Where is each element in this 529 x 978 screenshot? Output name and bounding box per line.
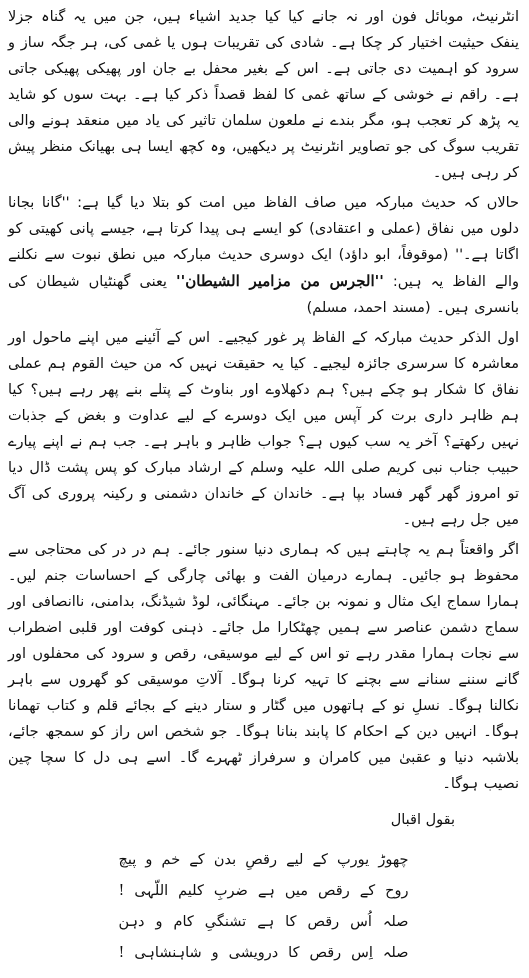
paragraph-4: اگر واقعتاً ہم یہ چاہتے ہیں کہ ہماری دنیا سنور جائے۔ ہم در در کی محتاجی سے محفوظ ہو جائیں۔ ہمارے درمیان الفت و بھائی چارگی کے احساسات جنم لیں۔ ہمارا سماج ایک مثال و نمونہ بن جائے۔ مہنگائی، لوڈ شیڈنگ، بدامنی، ناانصافی اور سماج دشمن عناصر سے ہمیں چھٹکارا مل جائے۔ ذہنی کوفت اور قلبی اضطراب سے نجات ہمارا مقدر رہے تو اس کے لیے موسیقی، رقص و سرود کی محفلوں اور گانے سننے سنانے سے بچنے کا تہیہ کرنا ہوگا۔ آلاتِ موسیقی کو گھروں سے باہر نکالنا ہوگا۔ نسلِ نو کے ہاتھوں میں گٹار و ستار دینے کے بجائے قلم و کتاب تھمانا ہوگا۔ انہیں دین کے احکام کا پابند بنانا ہوگا۔ جو شخص اس راز کو سمجھ جائے، بلاشبہ دنیا و عقبیٰ میں کامران و سرفراز ٹھہرے گا۔ اسے ہی دل کا سچا چین نصیب ہوگا۔ [8, 542, 519, 792]
poem-verse-4: صلہ اِس رقص کا درویشی و شاہنشاہی ! [118, 945, 409, 961]
paragraph-3: اول الذکر حدیث مبارکہ کے الفاظ پر غور کیجیے۔ اس کے آئینے میں اپنے ماحول اور معاشرہ کا سرسری جائزہ لیجیے۔ کیا یہ حقیقت نہیں کہ من حیث القوم ہم عملی نفاق کا شکار ہو چکے ہیں؟ ہم دکھلاوے اور بناوٹ کے پتلے بنے پھر رہے ہیں؟ کیا ہم ظاہر داری برت کر آپس میں ایک دوسرے کے لیے عداوت و بغض کے جذبات نہیں رکھتے؟ آخر یہ سب کیوں ہے؟ جواب ظاہر و باہر ہے۔ جب ہم نے اپنے پیارے حبیب جناب نبی کریم صلی اللہ علیہ وسلم کے ارشاد مبارک کو پس پشت ڈال دیا تو امروز گھر گھر فساد بپا ہے۔ خاندان کے خاندان دشمنی و رکینہ پروری کی آگ میں جل رہے ہیں۔ [8, 330, 519, 528]
paragraph-2-after: یعنی گھنٹیاں شیطان کی بانسری ہیں۔ (مسند احمد، مسلم) [8, 274, 519, 316]
poem [119, 845, 409, 969]
paragraph-1: انٹرنیٹ، موبائل فون اور نہ جانے کیا کیا جدید اشیاء ہیں، جن میں یہ گناہ جزلا ینفک حیثیت اختیار کر چکا ہے۔ شادی کی تقریبات ہوں یا غمی کی، ہر جگہ ساز و سرود کو اہمیت دی جاتی ہے۔ اس کے بغیر محفل بے جان اور پھیکی پھیکی جاتی ہے۔ راقم نے خوشی کے ساتھ غمی کا لفظ قصداً ذکر کیا ہے۔ بہت سوں کو شاید یہ پڑھ کر تعجب ہو، مگر بندے نے ملعون سلمان تاثیر کی یاد میں منعقد ہونے والی تقریب سوگ کی جو تصاویر انٹرنیٹ پر دیکھیں، وہ کچھ ایسا ہی بھیانک منظر پیش کر رہی ہیں۔ [8, 9, 519, 181]
attribution: بقول اقبال [390, 812, 455, 828]
paragraph-2 [8, 190, 519, 321]
poem-verse-3: صلہ اُس رقص کا ہے تشنگیِ کام و دہن [118, 914, 409, 930]
poem-verse-1: چھوڑ یورپ کے لیے رقصِ بدن کے خم و پیچ [118, 852, 409, 868]
poem-verse-2: روح کے رقص میں ہے ضربِ کلیم اللّہی ! [118, 883, 409, 899]
arabic-hadith-quote: ''الجرس من مزامیر الشیطان'' [176, 272, 384, 290]
paragraph-2-before: حالاں کہ حدیث مبارکہ میں صاف الفاظ میں امت کو بتلا دیا گیا ہے: ''گانا بجانا دلوں میں نفاق (عملی و اعتقادی) کو ایسے ہی پیدا کرتا ہے، جیسے پانی کھیتی کو اگاتا ہے۔'' (موقوفاً، ابو داؤد) ایک دوسری حدیث مبارکہ میں نطق نبوت سے نکلنے والے الفاظ یہ ہیں: [8, 195, 519, 290]
